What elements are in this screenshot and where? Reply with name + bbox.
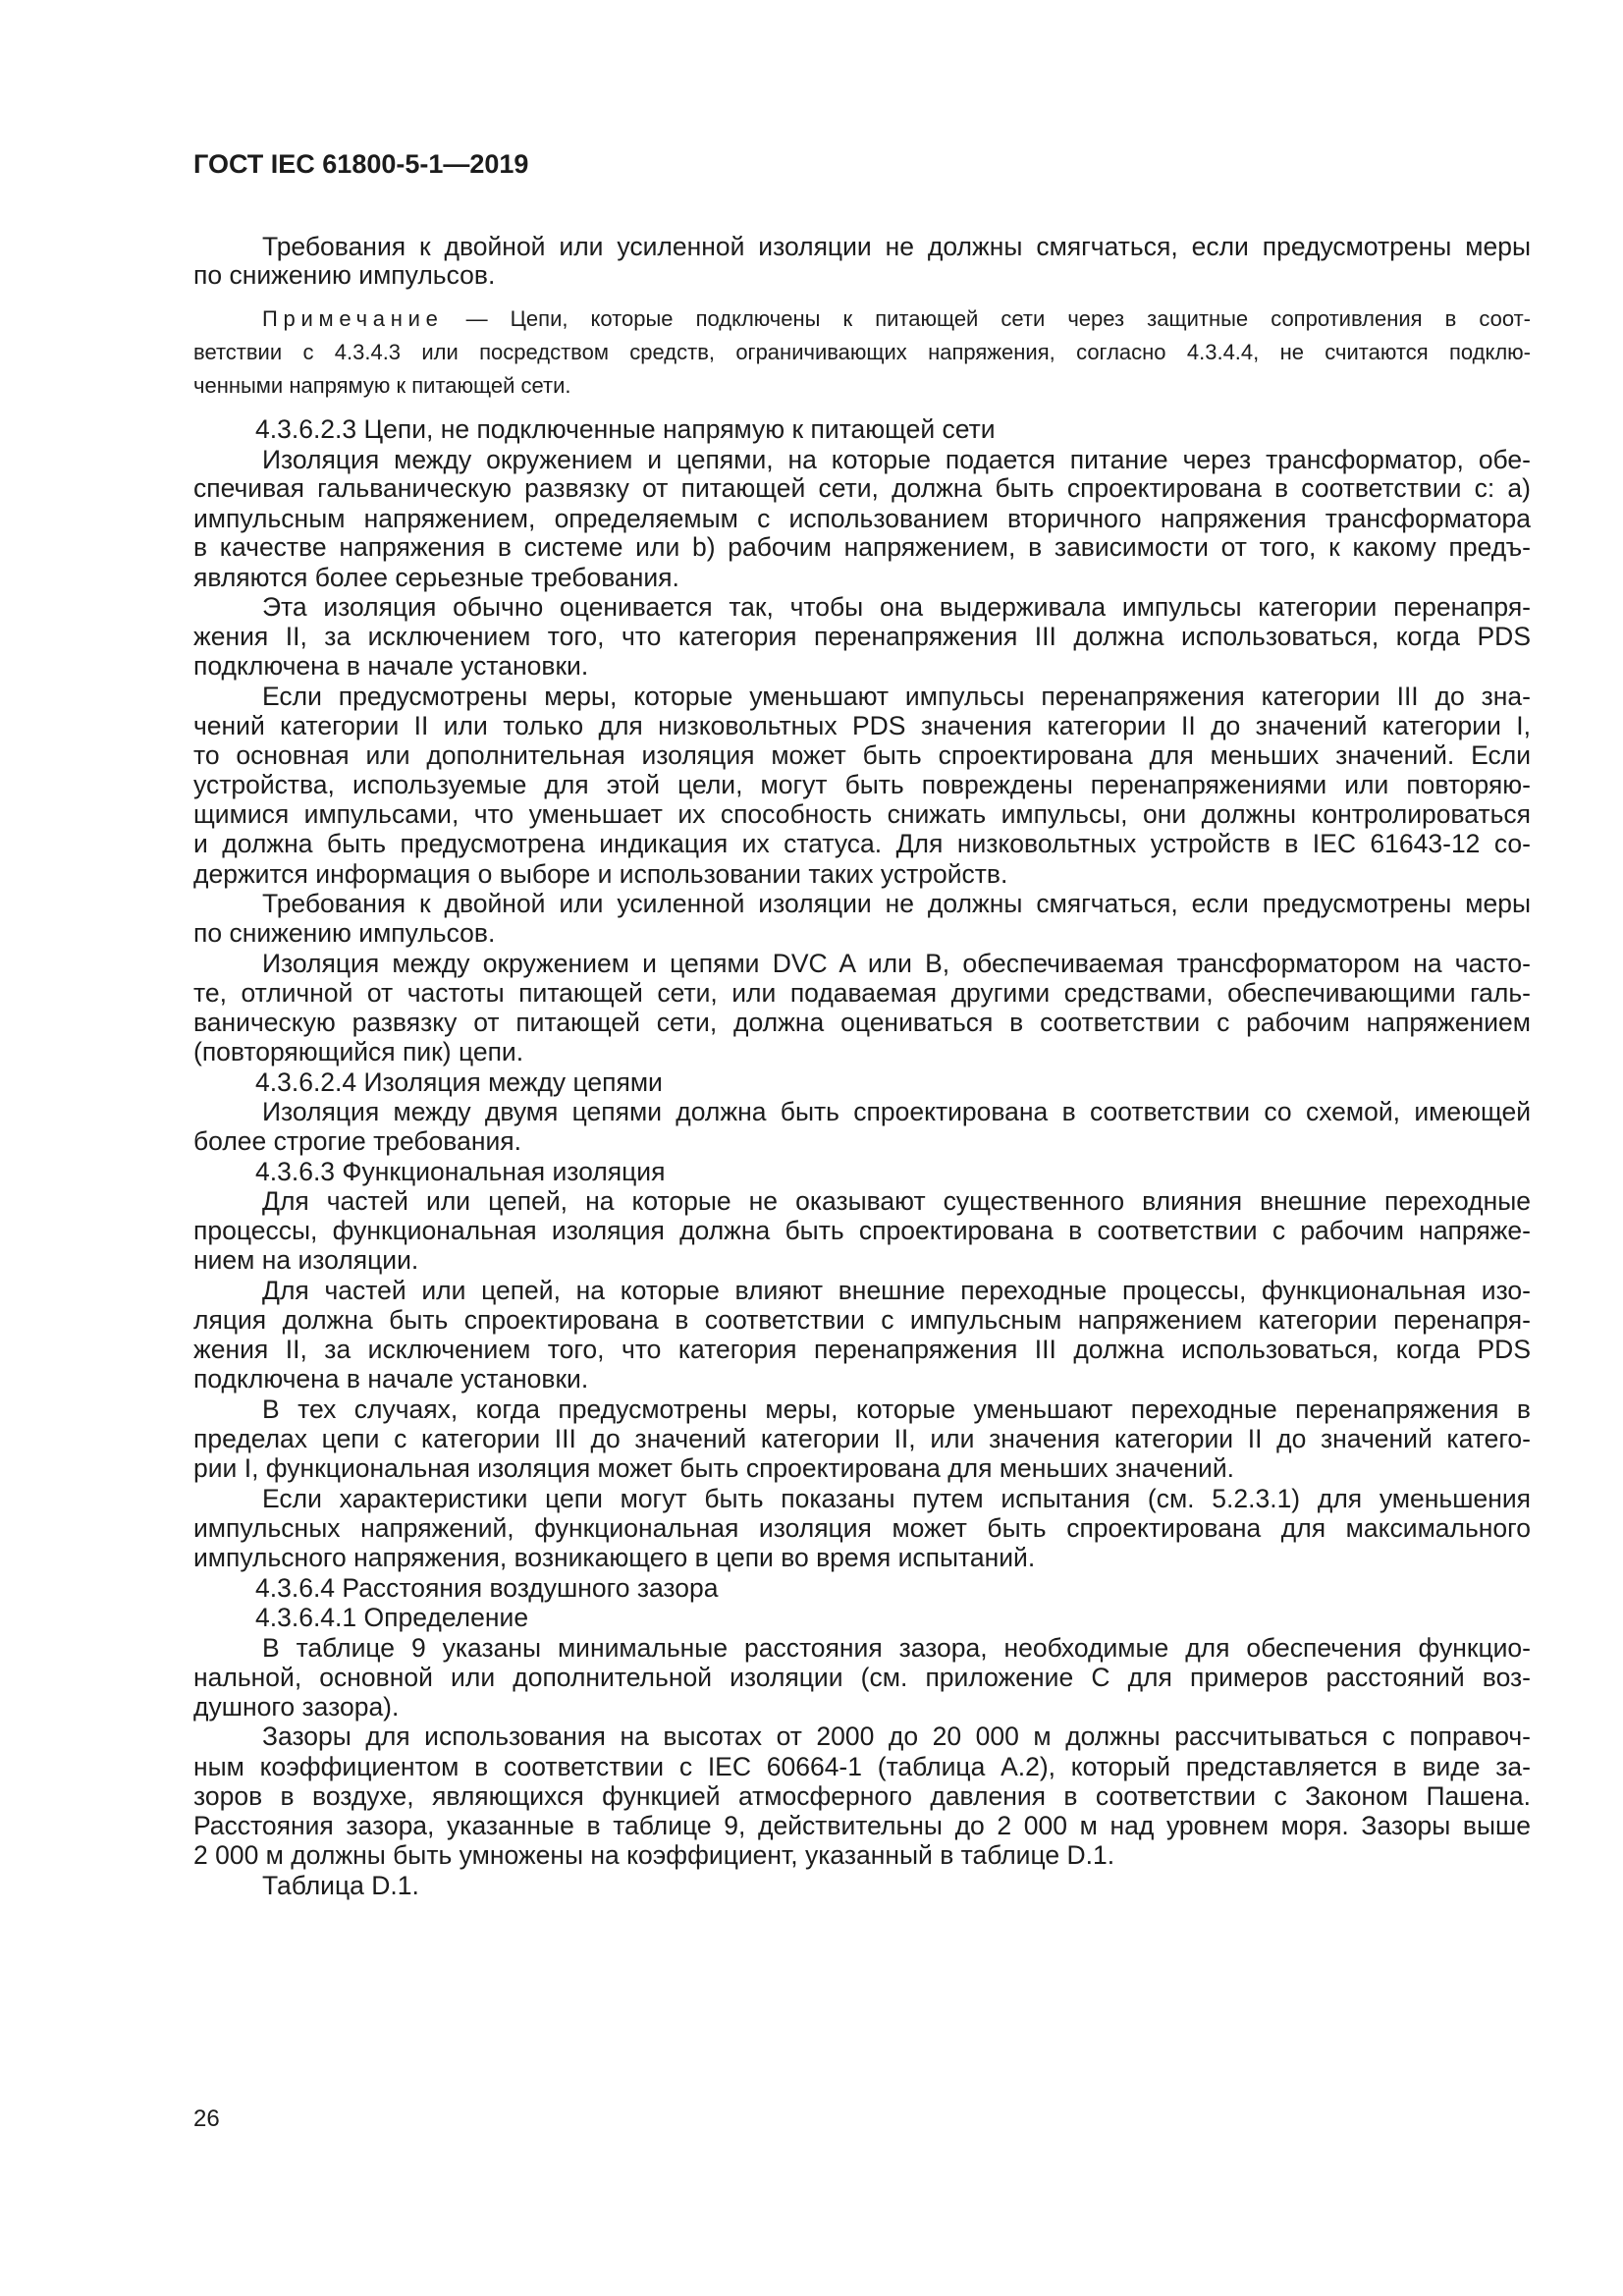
text-line: Зазоры для использования на высотах от 2000 до 20 000 м должны рассчитываться с поправоч- — [262, 1722, 1531, 1751]
text-line: 4.3.6.2.3 Цепи, не подключенные напрямую к питающей сети — [255, 414, 996, 444]
text-line: Изоляция между окружением и цепями DVC A или B, обеспечиваемая трансформатором на часто- — [262, 949, 1531, 978]
text-line: нием на изоляции. — [193, 1245, 419, 1275]
text-line: Таблица D.1. — [262, 1871, 419, 1900]
document-header-title: ГОСТ IEC 61800-5-1—2019 — [193, 149, 529, 179]
text-line: Для частей или цепей, на которые не оказывают существенного влияния внешние переходные — [262, 1186, 1531, 1216]
text-line: подключена в начале установки. — [193, 1364, 589, 1394]
text-line: устройства, используемые для этой цели, могут быть повреждены перенапряжениями или повторяю- — [193, 770, 1531, 799]
text-line: Если характеристики цепи могут быть показаны путем испытания (см. 5.2.3.1) для уменьшения — [262, 1484, 1531, 1513]
text-line: держится информация о выборе и использовании таких устройств. — [193, 859, 1008, 889]
text-line: Эта изоляция обычно оценивается так, чтобы она выдерживала импульсы категории перенапря- — [262, 592, 1531, 622]
text-line: (повторяющийся пик) цепи. — [193, 1037, 524, 1066]
text-line: нальной, основной или дополнительной изоляции (см. приложение C для примеров расстояний воз- — [193, 1663, 1531, 1692]
text-line: пределах цепи с категории III до значений категории II, или значения категории II до значений катего- — [193, 1424, 1531, 1453]
text-line: щимися импульсами, что уменьшает их способность снижать импульсы, они должны контролироваться — [193, 799, 1531, 829]
text-line: 4.3.6.3 Функциональная изоляция — [255, 1157, 666, 1186]
text-line: жения II, за исключением того, что категория перенапряжения III должна использоваться, когда PDS — [193, 1335, 1531, 1364]
text-line: жения II, за исключением того, что категория перенапряжения III должна использоваться, когда PDS — [193, 622, 1531, 651]
text-line: В тех случаях, когда предусмотрены меры, которые уменьшают переходные перенапряжения в — [262, 1394, 1531, 1424]
text-line: Для частей или цепей, на которые влияют внешние переходные процессы, функциональная изо- — [262, 1276, 1531, 1305]
note-line — [262, 305, 1531, 333]
text-line: ляция должна быть спроектирована в соответствии с импульсным напряжением категории перенапря- — [193, 1305, 1531, 1335]
text-line: являются более серьезные требования. — [193, 563, 679, 592]
text-line: и должна быть предусмотрена индикация их статуса. Для низковольтных устройств в IEC 61643-12 со- — [193, 829, 1531, 858]
text-line: импульсных напряжений, функциональная изоляция может быть спроектирована для максимального — [193, 1513, 1531, 1543]
text-line: Изоляция между двумя цепями должна быть спроектирована в соответствии со схемой, имеющей — [262, 1097, 1531, 1126]
text-line: 4.3.6.2.4 Изоляция между цепями — [255, 1067, 663, 1097]
text-line: Расстояния зазора, указанные в таблице 9, действительны до 2 000 м над уровнем моря. Зазоры выше — [193, 1811, 1531, 1840]
text-line: спечивая гальваническую развязку от питающей сети, должна быть спроектирована в соответствии с: a) — [193, 473, 1531, 503]
text-line: те, отличной от частоты питающей сети, или подаваемая другими средствами, обеспечивающими галь- — [193, 978, 1531, 1008]
text-line: Изоляция между окружением и цепями, на которые подается питание через трансформатор, обе- — [262, 445, 1531, 474]
text-line: в качестве напряжения в системе или b) рабочим напряжением, в зависимости от того, к какому предъ- — [193, 532, 1531, 562]
text-line: 2 000 м должны быть умножены на коэффициент, указанный в таблице D.1. — [193, 1840, 1115, 1870]
text-line: 4.3.6.4.1 Определение — [255, 1603, 529, 1632]
text-line: подключена в начале установки. — [193, 651, 589, 681]
text-line: по снижению импульсов. — [193, 918, 496, 948]
text-line: процессы, функциональная изоляция должна быть спроектирована в соответствии с рабочим напряже- — [193, 1216, 1531, 1245]
text-line: то основная или дополнительная изоляция может быть спроектирована для меньших значений. Если — [193, 740, 1531, 770]
note-line: ченными напрямую к питающей сети. — [193, 373, 571, 398]
text-line: импульсного напряжения, возникающего в цепи во время испытаний. — [193, 1543, 1036, 1572]
text-line: душного зазора). — [193, 1692, 400, 1722]
text-line: Требования к двойной или усиленной изоляции не должны смягчаться, если предусмотрены меры — [262, 889, 1531, 918]
text-line: зоров в воздухе, являющихся функцией атмосферного давления в соответствии с Законом Пашена. — [193, 1781, 1531, 1811]
note-text: — Цепи, которые подключены к питающей сети через защитные сопротивления в соот- — [443, 306, 1531, 331]
text-line: чений категории II или только для низковольтных PDS значения категории II до значений категории I, — [193, 711, 1531, 740]
text-line: ным коэффициентом в соответствии с IEC 60664-1 (таблица A.2), который представляется в виде за- — [193, 1752, 1531, 1781]
text-line: Требования к двойной или усиленной изоляции не должны смягчаться, если предусмотрены меры — [262, 232, 1531, 261]
text-line: по снижению импульсов. — [193, 260, 496, 290]
text-line: импульсным напряжением, определяемым с использованием вторичного напряжения трансформатора — [193, 504, 1531, 533]
text-line: рии I, функциональная изоляция может быть спроектирована для меньших значений. — [193, 1453, 1234, 1483]
note-label: Примечание — [262, 306, 444, 331]
text-line: 4.3.6.4 Расстояния воздушного зазора — [255, 1573, 719, 1603]
page-number: 26 — [193, 2105, 220, 2132]
text-line: В таблице 9 указаны минимальные расстояния зазора, необходимые для обеспечения функцио- — [262, 1633, 1531, 1663]
text-line: ваническую развязку от питающей сети, должна оцениваться в соответствии с рабочим напряжением — [193, 1008, 1531, 1037]
text-line: более строгие требования. — [193, 1126, 521, 1156]
text-line: Если предусмотрены меры, которые уменьшают импульсы перенапряжения категории III до зна- — [262, 682, 1531, 711]
note-line: ветствии с 4.3.4.3 или посредством средств, ограничивающих напряжения, согласно 4.3.4.4, не считаются подклю- — [193, 340, 1531, 364]
